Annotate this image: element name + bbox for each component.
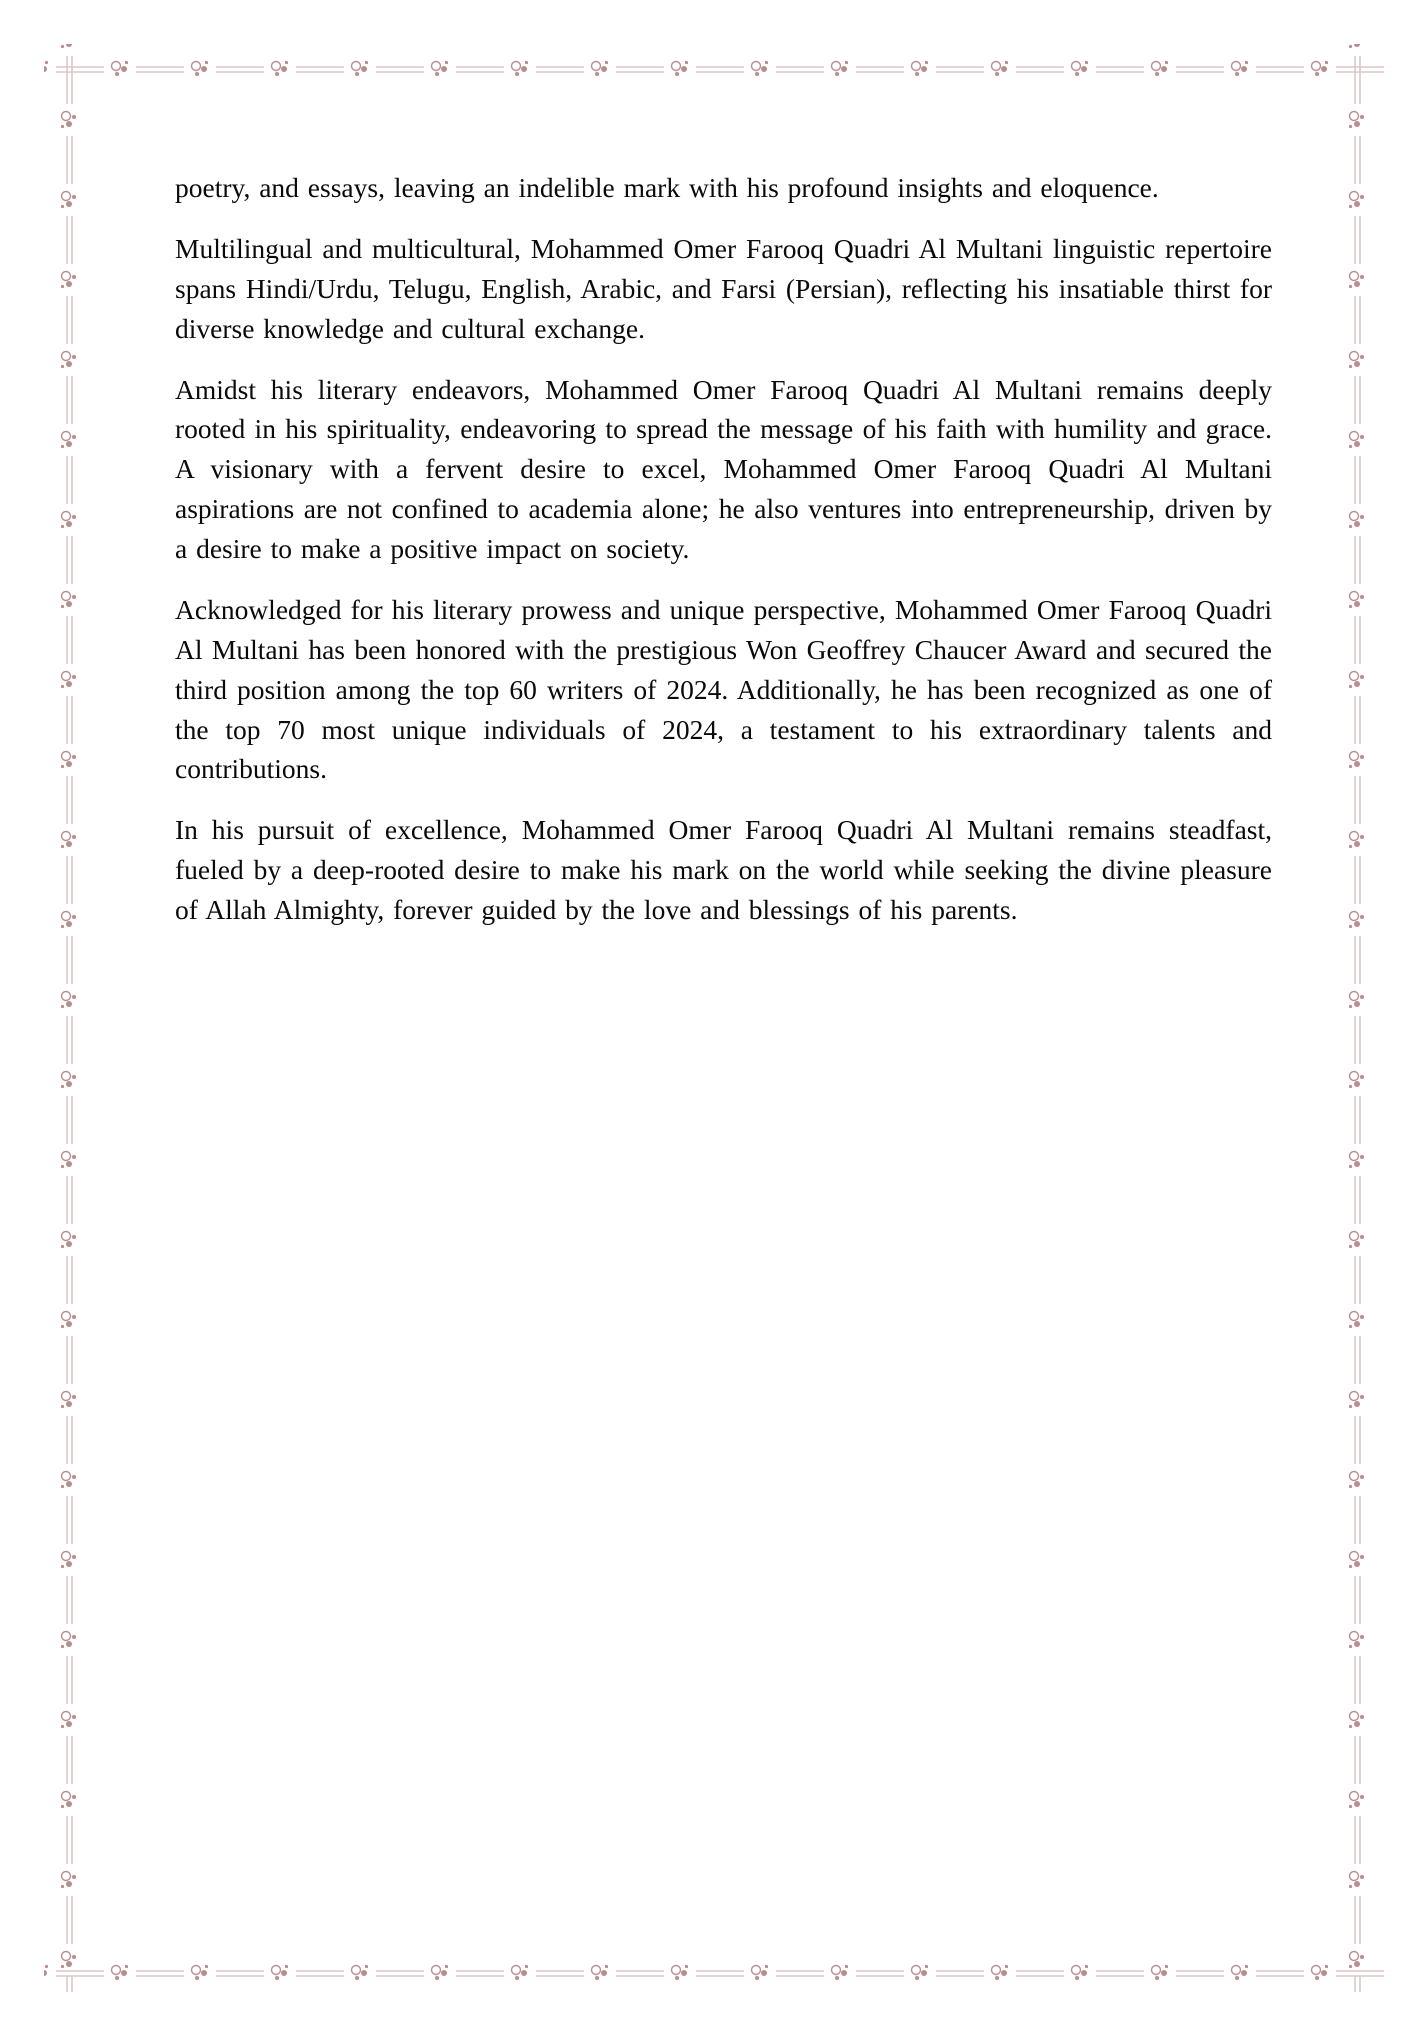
paragraph-eloquence: poetry, and essays, leaving an indelible mark with his profound insights and eloquence. — [175, 172, 1159, 203]
paragraph-spirituality: Amidst his literary endeavors, Mohammed Omer Farooq Quadri Al Multani remains deeply rooted in his spirituality, endeavoring to spread the message of his faith with humility and grace. A visionary with a fervent desire to excel, Mohammed Omer Farooq Quadri Al Multani aspirations are not confined to academia alone; he also ventures into entrepreneurship, driven by a desire to make a positive impact on society. — [175, 373, 1272, 564]
border-left — [58, 44, 86, 1992]
border-right — [1342, 44, 1370, 1992]
document-body — [175, 168, 1272, 951]
border-bottom — [44, 1958, 1384, 1986]
paragraph-pursuit: In his pursuit of excellence, Mohammed Omer Farooq Quadri Al Multani remains steadfast, fueled by a deep-rooted desire to make his mark on the world while seeking the divine pleasure of Allah Almighty, forever guided by the love and blessings of his parents. — [175, 814, 1272, 925]
border-top — [44, 52, 1384, 80]
paragraph-multilingual: Multilingual and multicultural, Mohammed Omer Farooq Quadri Al Multani linguistic repertoire spans Hindi/Urdu, Telugu, English, Arabic, and Farsi (Persian), reflecting his insatiable thirst for diverse knowledge and cultural exchange. — [175, 232, 1272, 344]
paragraph-awards: Acknowledged for his literary prowess and unique perspective, Mohammed Omer Farooq Quadri Al Multani has been honored with the prestigious Won Geoffrey Chaucer Award and secured the third position among the top 60 writers of 2024. Additionally, he has been recognized as one of the top 70 most unique individuals of 2024, a testament to his extraordinary talents and contributions. — [175, 593, 1272, 785]
